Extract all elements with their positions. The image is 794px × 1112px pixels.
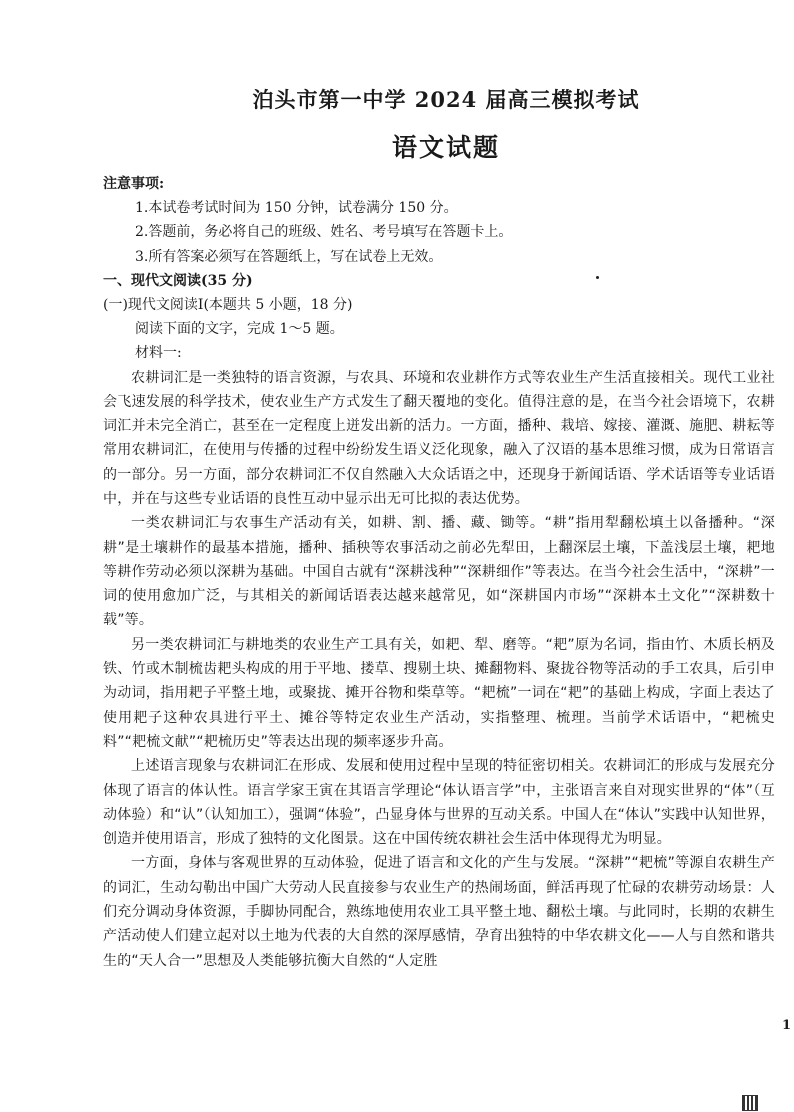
exam-title: 泊头市第一中学 2024 届高三模拟考试	[252, 87, 640, 112]
exam-body	[103, 172, 775, 973]
exam-subject-title: 语文试题	[391, 133, 500, 162]
section-subtitle: (一)现代文阅读Ⅰ(本题共 5 小题，18 分)	[103, 296, 353, 313]
paragraph-2: 一类农耕词汇与农事生产活动有关，如耕、割、播、藏、锄等。“耕”指用犁翻松填土以备播种。“深耕”是土壤耕作的最基本措施，播种、插秧等农事活动之前必先犁田，上翻深层土壤，下盖浅层土壤，耙地等耕作劳动必须以深耕为基础。中国自古就有“深耕浅种”“深耕细作”等表达。在当今社会生活中，“深耕”一词的使用愈加广泛，与其相关的新闻话语表达越来越常见，如“深耕国内市场”“深耕本土文化”“深耕数十载”等。	[103, 515, 775, 629]
section-title: 一、现代文阅读(35 分)	[103, 272, 253, 289]
paragraph-4: 上述语言现象与农耕词汇在形成、发展和使用过程中呈现的特征密切相关。农耕词汇的形成与发展充分体现了语言的体认性。语言学家王寅在其语言学理论“体认语言学”中，主张语言来自对现实世界的“体”（互动体验）和“认”（认知加工），强调“体验”，凸显身体与世界的互动关系。中国人在“体认”实践中认知世界，创造并使用语言，形成了独特的文化图景。这在中国传统农耕社会生活中体现得尤为明显。	[103, 758, 775, 848]
material-label: 材料一:	[135, 345, 182, 362]
reading-instruction: 阅读下面的文字，完成 1～5 题。	[135, 321, 344, 338]
notes-item-1: 1.本试卷考试时间为 150 分钟，试卷满分 150 分。	[135, 200, 458, 217]
paragraph-5: 一方面，身体与客观世界的互动体验，促进了语言和文化的产生与发展。“深耕”“耙梳”等源自农耕生产的词汇，生动勾勒出中国广大劳动人民直接参与农业生产的热闹场面，鲜活再现了忙碌的农耕劳动场景：人们充分调动身体资源，手脚协同配合，熟练地使用农业工具平整土地、翻松土壤。与此同时，长期的农耕生产活动使人们建立起对以土地为代表的大自然的深厚感情，孕育出独特的中华农耕文化——人与自然和谐共生的“天人合一”思想及人类能够抗衡大自然的“人定胜	[103, 855, 775, 969]
paragraph-1: 农耕词汇是一类独特的语言资源，与农具、环境和农业耕作方式等农业生产生活直接相关。现代工业社会飞速发展的科学技术，使农业生产方式发生了翻天覆地的变化。值得注意的是，在当今社会语境下，农耕词汇并未完全消亡，甚至在一定程度上迸发出新的活力。一方面，播种、栽培、嫁接、灌溉、施肥、耕耘等常用农耕词汇，在使用与传播的过程中纷纷发生语义泛化现象，融入了汉语的基本思维习惯，成为日常语言的一部分。另一方面，部分农耕词汇不仅自然融入大众话语之中，还现身于新闻话语、学术话语等专业话语中，并在与这些专业话语的良性互动中显示出无可比拟的表达优势。	[103, 369, 775, 507]
notes-item-2: 2.答题前，务必将自己的班级、姓名、考号填写在答题卡上。	[135, 224, 513, 241]
page-number: 1	[782, 1018, 792, 1033]
qr-code-icon	[742, 1095, 758, 1111]
notes-heading: 注意事项:	[103, 176, 165, 192]
scanner-watermark	[742, 1095, 758, 1111]
paragraph-3: 另一类农耕词汇与耕地类的农业生产工具有关，如耙、犁、磨等。“耙”原为名词，指由竹、木质长柄及铁、竹或木制梳齿耙头构成的用于平地、搂草、搜剔土块、摊翻物料、聚拢谷物等活动的手工农具，后引申为动词，指用耙子平整土地，或聚拢、摊开谷物和柴草等。“耙梳”一词在“耙”的基础上构成，字面上表达了使用耙子这种农具进行平土、摊谷等特定农业生产活动，实指整理、梳理。当前学术话语中，“耙梳史料”“耙梳文献”“耙梳历史”等表达出现的频率逐步升高。	[103, 636, 775, 750]
notes-item-3: 3.所有答案必须写在答题纸上，写在试卷上无效。	[135, 248, 443, 265]
